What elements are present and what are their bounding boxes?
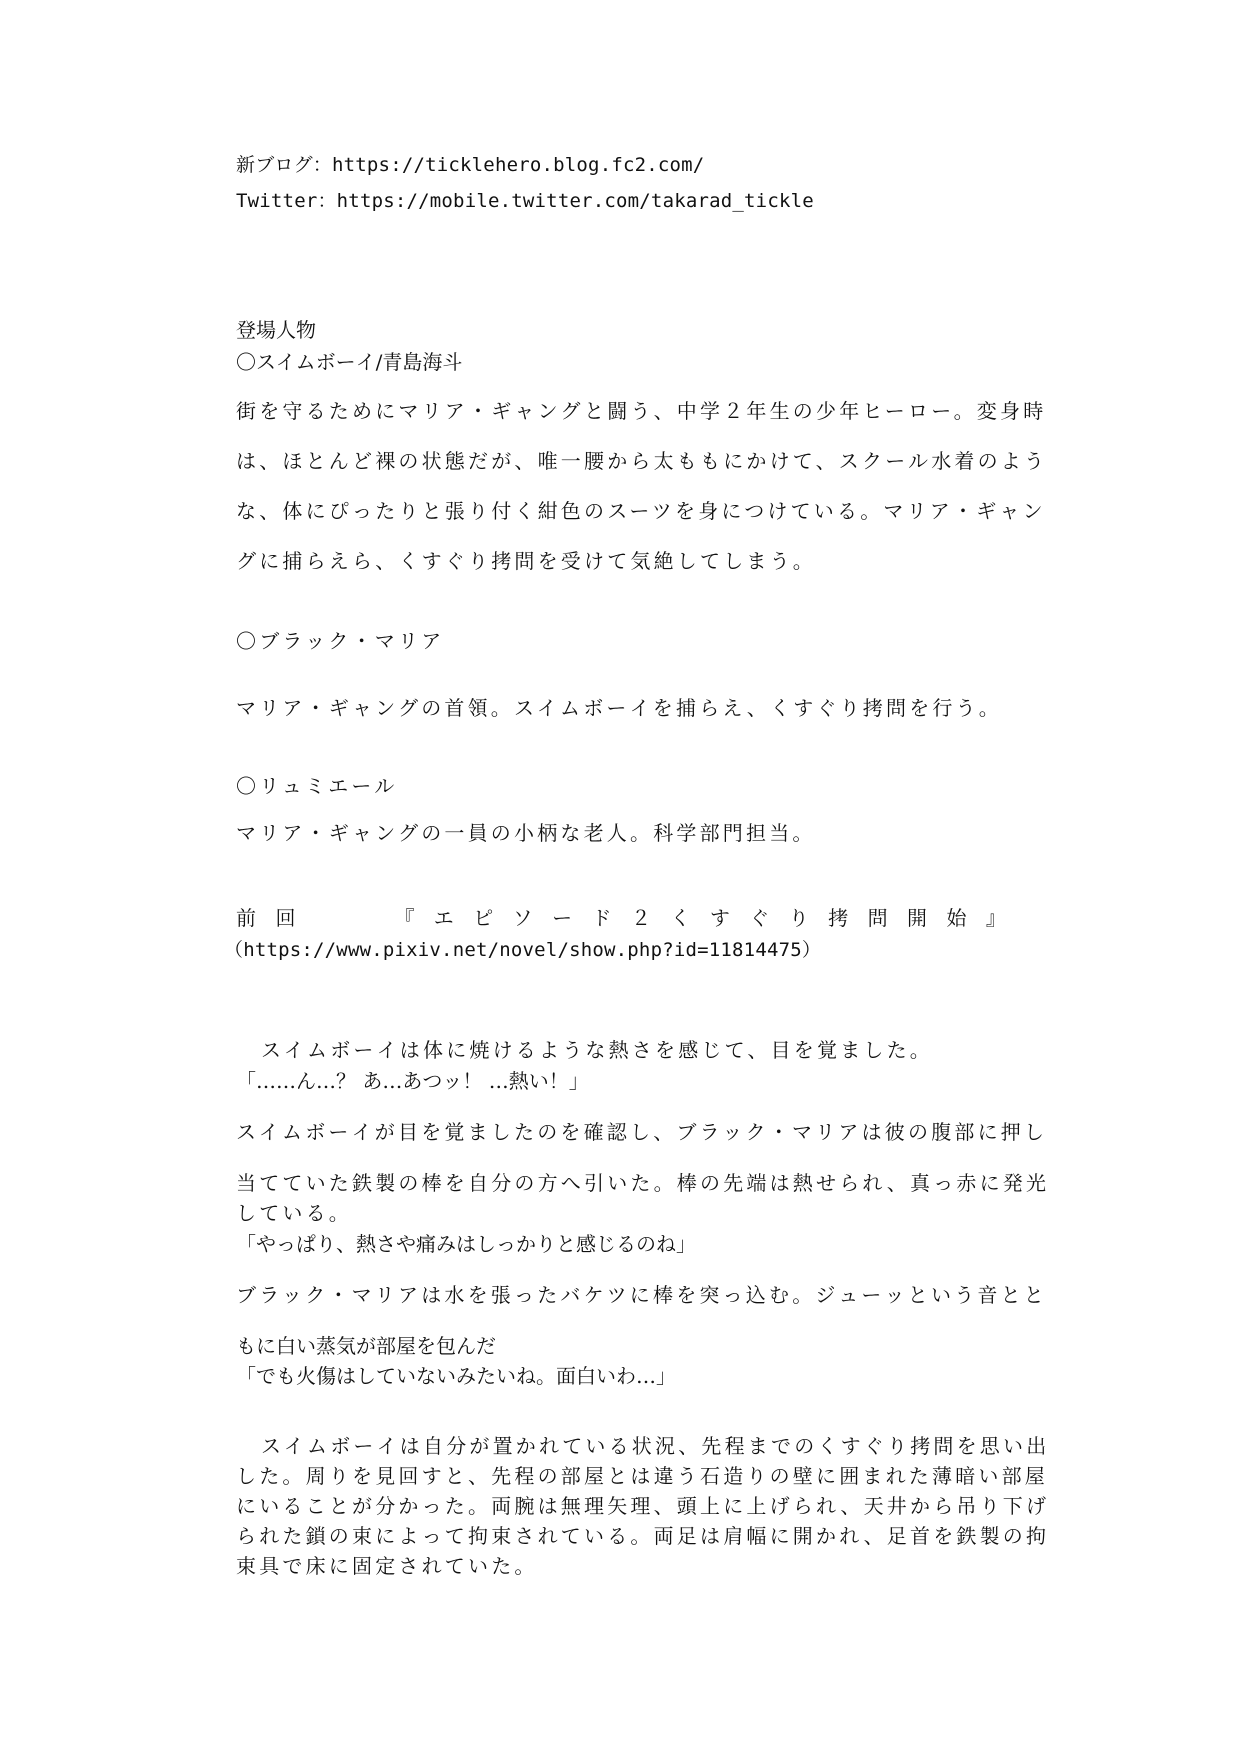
dialogue-line: 「でも火傷はしていないみたいね。面白いわ…」 [236,1364,676,1388]
prev-token: く [670,906,691,930]
story-line: している。 [236,1201,352,1225]
character-1-desc-line: は、ほとんど裸の状態だが、唯一腰から太ももにかけて、スクール水着のよう [236,449,1048,473]
prev-token: 開 [907,906,927,930]
story-paragraph-line: にいることが分かった。両腕は無理矢理、頭上に上げられ、天井から吊り下げ [236,1494,1050,1518]
dialogue-line: 「……ん…？ あ…あつッ！ …熱い！」 [236,1069,589,1093]
prev-token: ー [552,906,573,930]
prev-token: 始 [946,906,967,930]
prev-token: 前 [236,906,256,930]
prev-token: 問 [867,906,888,930]
prev-token: ソ [512,906,533,930]
character-3-desc: マリア・ギャングの一員の小柄な老人。科学部門担当。 [236,821,816,845]
dialogue-line: 「やっぱり、熱さや痛みはしっかりと感じるのね」 [236,1232,696,1256]
story-line: 当てていた鉄製の棒を自分の方へ引いた。棒の先端は熱せられ、真っ赤に発光 [236,1171,1050,1195]
story-paragraph-line: 束具で床に固定されていた。 [236,1554,538,1578]
story-line: スイムボーイは体に焼けるような熱さを感じて、目を覚ました。 [261,1038,933,1062]
characters-heading: 登場人物 [236,318,316,342]
character-1-desc-line: グに捕らえら、くすぐり拷問を受けて気絶してしまう。 [236,549,816,573]
prev-token: 回 [275,906,296,930]
story-line: もに白い蒸気が部屋を包んだ [236,1334,496,1358]
twitter-link-line[interactable]: Twitter：https://mobile.twitter.com/takarad_tickle [236,190,814,212]
prev-token: 拷 [828,906,849,930]
story-paragraph-line: られた鎖の束によって拘束されている。両足は肩幅に開かれ、足首を鉄製の拘 [236,1524,1050,1548]
story-paragraph-line: スイムボーイは自分が置かれている状況、先程までのくすぐり拷問を思い出 [261,1434,1050,1458]
prev-token: り [788,906,809,930]
document-page [224,0,1050,1754]
prev-token: エ [433,906,454,930]
prev-spacer [315,903,375,933]
character-1-desc-line: な、体にぴったりと張り付く紺色のスーツを身につけている。マリア・ギャン [236,499,1046,523]
prev-token: 『 [394,906,415,930]
prev-token: 』 [985,906,1006,930]
prev-token: ド [591,906,612,930]
character-3-name: 〇リュミエール [236,774,398,798]
prev-token: ぐ [749,906,770,930]
prev-token: す [709,906,730,930]
prev-token: ２ [630,906,651,930]
previous-episode-title [236,903,1006,933]
story-line: スイムボーイが目を覚ましたのを確認し、ブラック・マリアは彼の腹部に押し [236,1120,1048,1144]
character-2-name: 〇ブラック・マリア [236,629,445,653]
blog-link-line[interactable]: 新ブログ：https://ticklehero.blog.fc2.com/ [236,154,705,176]
story-paragraph-line: した。周りを見回すと、先程の部屋とは違う石造りの壁に囲まれた薄暗い部屋 [236,1464,1048,1488]
character-1-desc-line: 街を守るためにマリア・ギャングと闘う、中学２年生の少年ヒーロー。変身時 [236,399,1047,423]
character-2-desc: マリア・ギャングの首領。スイムボーイを捕らえ、くすぐり拷問を行う。 [236,696,1002,720]
story-line: ブラック・マリアは水を張ったバケツに棒を突っ込む。ジューッという音とと [236,1283,1047,1307]
prev-token: ピ [473,906,494,930]
previous-episode-link[interactable]: （https://www.pixiv.net/novel/show.php?id=11814475） [224,939,822,961]
character-1-name: 〇スイムボーイ/青島海斗 [236,350,463,374]
